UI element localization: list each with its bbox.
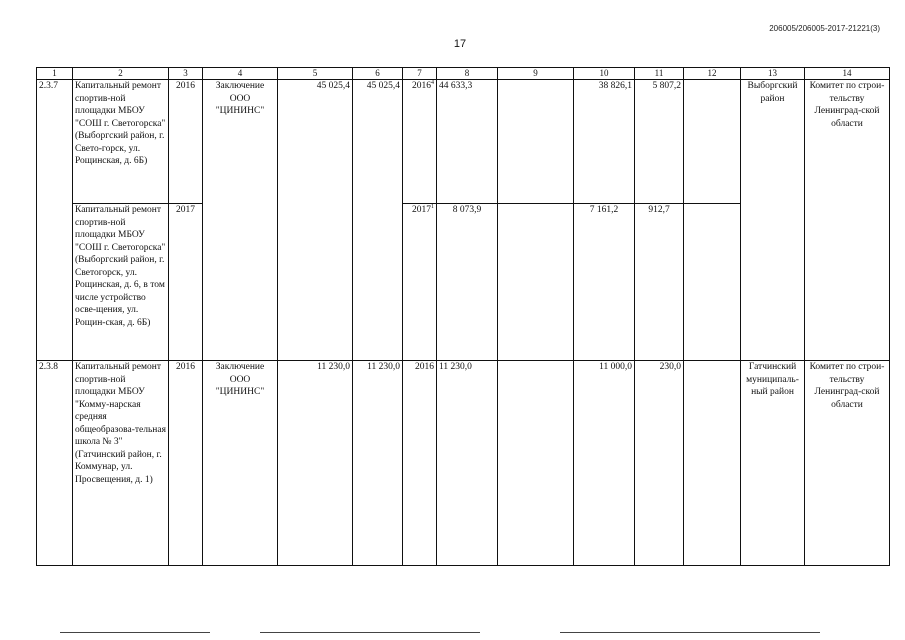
basis-document: Заключение ООО "ЦИНИНС"	[203, 80, 278, 361]
column-header: 13	[741, 68, 805, 80]
column-header: 2	[73, 68, 169, 80]
column-header: 4	[203, 68, 278, 80]
scan-edge-line	[560, 632, 820, 633]
financing-col9	[498, 80, 574, 204]
column-header: 5	[278, 68, 353, 80]
objects-table	[36, 67, 890, 566]
financing-local: 912,7	[635, 204, 684, 361]
object-year: 2017	[169, 204, 203, 361]
object-name: Капитальный ремонт спортив-ной площадки МБОУ "СОШ г. Светогорска" (Выборгский район, г. Свето-горск, ул. Рощинская, д. 6Б)	[73, 80, 169, 204]
column-header: 7	[403, 68, 437, 80]
table-row	[37, 80, 890, 204]
column-header: 12	[684, 68, 741, 80]
column-header: 1	[37, 68, 73, 80]
column-numbers-row	[37, 68, 890, 80]
financing-regional: 38 826,1	[574, 80, 635, 204]
column-header: 11	[635, 68, 684, 80]
financing-total: 44 633,3	[437, 80, 498, 204]
cost-approved: 45 025,4	[353, 80, 403, 361]
column-header: 6	[353, 68, 403, 80]
financing-local: 230,0	[635, 361, 684, 566]
financing-year: 2017$^1$	[403, 204, 437, 361]
financing-year: 2016	[403, 361, 437, 566]
responsible-body: Комитет по строи-тельству Ленинград-ской области	[805, 361, 890, 566]
page-number: 17	[453, 38, 467, 50]
column-header: 3	[169, 68, 203, 80]
financing-total: 11 230,0	[437, 361, 498, 566]
cost-total: 11 230,0	[278, 361, 353, 566]
item-number: 2.3.8	[37, 361, 73, 566]
scan-edge-line	[60, 632, 210, 633]
item-number: 2.3.7	[37, 80, 73, 361]
financing-local: 5 807,2	[635, 80, 684, 204]
object-name: Капитальный ремонт спортив-ной площадки МБОУ "Комму-нарская средняя общеобразова-тельная школа № 3" (Гатчинский район, г. Коммунар, ул. Просвещения, д. 1)	[73, 361, 169, 566]
basis-document: Заключение ООО "ЦИНИНС"	[203, 361, 278, 566]
column-header: 8	[437, 68, 498, 80]
financing-col9	[498, 204, 574, 361]
responsible-body: Комитет по строи-тельству Ленинград-ской области	[805, 80, 890, 361]
col12-value	[684, 361, 741, 566]
cost-total: 45 025,4	[278, 80, 353, 361]
financing-regional: 7 161,2	[574, 204, 635, 361]
scan-edge-line	[260, 632, 480, 633]
document-number: 206005/206005-2017-21221(3)	[769, 24, 880, 33]
municipality: Гатчинский муниципаль-ный район	[741, 361, 805, 566]
footnote-mark: 4	[431, 79, 434, 86]
table-row	[37, 361, 890, 566]
financing-year: 2016$^4$	[403, 80, 437, 204]
financing-regional: 11 000,0	[574, 361, 635, 566]
footnote-mark: 1	[431, 203, 434, 210]
cost-approved: 11 230,0	[353, 361, 403, 566]
object-year: 2016	[169, 361, 203, 566]
column-header: 14	[805, 68, 890, 80]
column-header: 9	[498, 68, 574, 80]
object-name: Капитальный ремонт спортив-ной площадки МБОУ "СОШ г. Светогорска" (Выборгский район, г. Светогорск, ул. Рощинская, д. 6, в том числе устройство осве-щения, ул. Рощин-ская, д. 6Б)	[73, 204, 169, 361]
municipality: Выборгский район	[741, 80, 805, 361]
col12-value	[684, 204, 741, 361]
object-year: 2016	[169, 80, 203, 204]
financing-total: 8 073,9	[437, 204, 498, 361]
column-header: 10	[574, 68, 635, 80]
col12-value	[684, 80, 741, 204]
financing-col9	[498, 361, 574, 566]
